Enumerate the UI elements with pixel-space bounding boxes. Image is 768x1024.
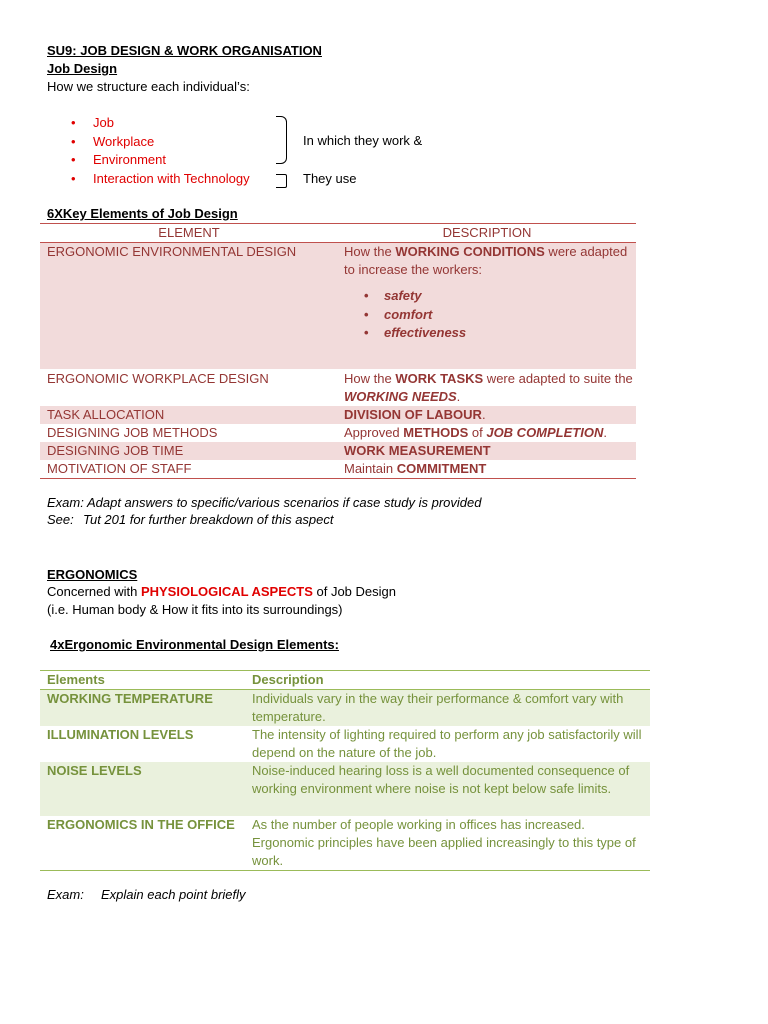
description-emphasis: WORKING NEEDS (344, 389, 457, 404)
description-emphasis: DIVISION OF LABOUR (344, 407, 482, 422)
description-cell: Noise-induced hearing loss is a well documented consequence of working environment where noise is not kept below safe limits. (252, 763, 630, 796)
description-emphasis: JOB COMPLETION (486, 425, 604, 440)
definition-text: of Job Design (312, 584, 396, 599)
table2-title: 4xErgonomic Environmental Design Elements: (50, 637, 339, 652)
description-emphasis: COMMITMENT (396, 461, 487, 476)
column-header: DESCRIPTION (442, 225, 532, 240)
description-text: Approved (344, 425, 404, 440)
ergonomics-note: (i.e. Human body & How it fits into its surroundings) (47, 602, 343, 617)
element-cell: NOISE LEVELS (47, 763, 142, 778)
table-header-row (40, 671, 650, 690)
column-header: Elements (47, 672, 105, 687)
description-text: . (481, 407, 486, 422)
description-cell (338, 460, 636, 478)
description-text: How the (344, 371, 396, 386)
table-row (40, 243, 636, 369)
description-cell (338, 370, 636, 406)
ergonomics-definition (47, 584, 396, 599)
description-text: were adapted to increase the workers: (344, 244, 628, 277)
exam-note: Explain each point briefly (101, 887, 246, 902)
description-cell (338, 243, 636, 369)
list-item: • Workplace (47, 133, 250, 152)
bracket-label-work: In which they work & (303, 133, 423, 148)
description-cell: The intensity of lighting required to perform any job satisfactorily will depend on the nature of the job. (252, 727, 642, 760)
description-emphasis: METHODS (403, 425, 469, 440)
element-cell: DESIGNING JOB TIME (47, 443, 184, 458)
list-item: • Environment (47, 151, 250, 170)
table-row (40, 726, 650, 762)
ergonomics-heading: ERGONOMICS (47, 567, 138, 582)
see-label: See: (47, 512, 74, 527)
description-emphasis: WORKING CONDITIONS (395, 244, 545, 259)
see-note: Tut 201 for further breakdown of this aspect (83, 512, 334, 527)
table1-title: 6XKey Elements of Job Design (47, 206, 238, 221)
structure-list (47, 114, 250, 188)
ergonomic-elements-table (40, 670, 650, 871)
description-cell (338, 424, 636, 442)
table-row (40, 424, 636, 442)
description-emphasis: WORK TASKS (395, 371, 484, 386)
description-text: . (603, 425, 607, 440)
table-row (40, 369, 636, 406)
description-text: . (456, 389, 461, 404)
intro-text: How we structure each individual’s: (47, 79, 250, 94)
element-cell: WORKING TEMPERATURE (47, 691, 213, 706)
element-cell: MOTIVATION OF STAFF (47, 461, 192, 476)
table-row (40, 816, 650, 870)
list-item: • Job (47, 114, 250, 133)
bracket-label-use: They use (303, 171, 357, 186)
table-row (40, 460, 636, 478)
table-row (40, 406, 636, 424)
table-row (40, 762, 650, 816)
table-header-row (40, 224, 636, 243)
brace-work (276, 116, 287, 164)
brace-use (276, 174, 287, 188)
column-header: Description (252, 672, 324, 687)
element-cell: ERGONOMIC ENVIRONMENTAL DESIGN (47, 244, 297, 259)
list-item: • comfort (344, 306, 636, 325)
element-cell: DESIGNING JOB METHODS (47, 425, 218, 440)
description-text: were adapted to suite the (483, 371, 633, 386)
table-row (40, 690, 650, 726)
description-cell (338, 442, 636, 460)
description-cell: As the number of people working in offices has increased. Ergonomic principles have been applied increasingly to this type of work. (252, 817, 636, 868)
section-heading-job-design: Job Design (47, 61, 118, 76)
document-title: SU9: JOB DESIGN & WORK ORGANISATION (47, 43, 322, 58)
element-cell: ERGONOMICS IN THE OFFICE (47, 817, 235, 832)
description-cell (338, 406, 636, 424)
description-cell: Individuals vary in the way their performance & comfort vary with temperature. (252, 691, 624, 724)
list-item: • Interaction with Technology (47, 170, 250, 189)
definition-highlight: PHYSIOLOGICAL ASPECTS (140, 584, 313, 599)
description-text: Maintain (344, 461, 397, 476)
job-design-elements-table (40, 223, 636, 479)
description-emphasis: WORK MEASUREMENT (344, 443, 491, 458)
description-text: How the (344, 244, 396, 259)
description-text: of (468, 425, 487, 440)
column-header: ELEMENT (158, 225, 220, 240)
definition-text: Concerned with (47, 584, 141, 599)
element-cell: TASK ALLOCATION (47, 407, 165, 422)
list-item: • effectiveness (344, 324, 636, 343)
element-cell: ERGONOMIC WORKPLACE DESIGN (47, 371, 269, 386)
exam-label: Exam: (47, 887, 84, 902)
exam-note: Exam: Adapt answers to specific/various scenarios if case study is provided (47, 495, 482, 510)
element-cell: ILLUMINATION LEVELS (47, 727, 194, 742)
workers-benefit-list (344, 287, 636, 343)
table-row (40, 442, 636, 460)
list-item: • safety (344, 287, 636, 306)
